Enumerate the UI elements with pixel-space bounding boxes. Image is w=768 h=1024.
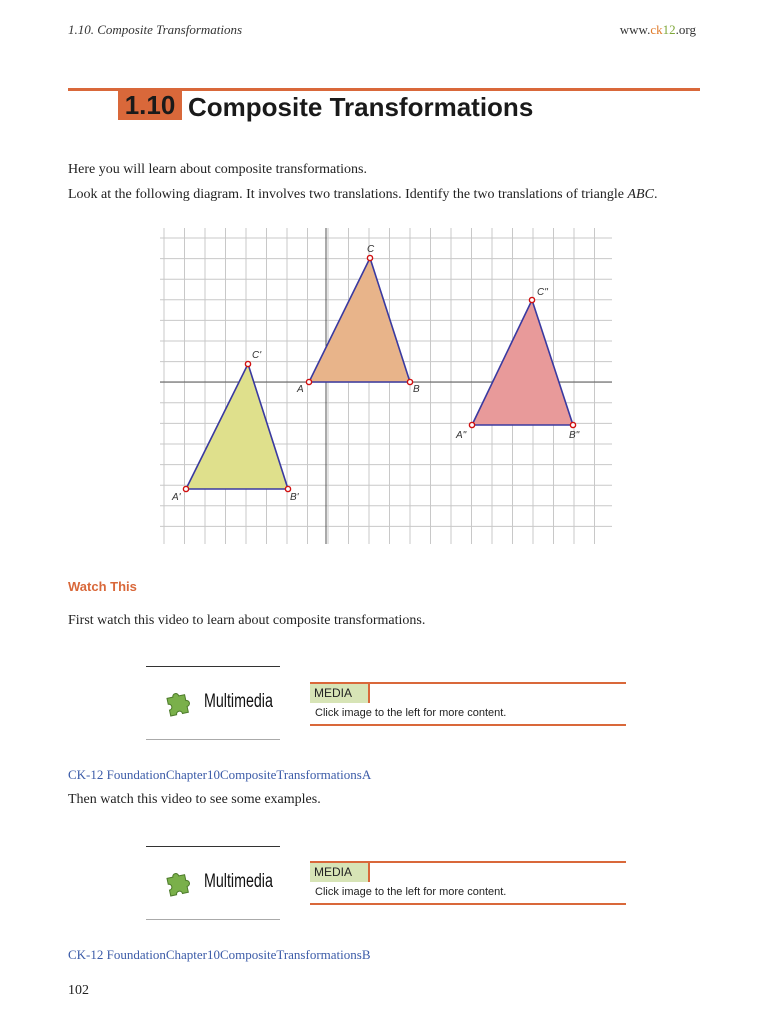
label-a: A [297,384,304,395]
section-number: 1.10 [118,90,182,120]
triangle-a-prime [186,364,288,489]
media-tag: MEDIA [310,684,370,703]
intro-line-2-text: Look at the following diagram. It involves two translations. Identify the two translations of triangle [68,187,628,202]
translation-diagram [160,228,612,544]
multimedia-label: Multimedia [204,691,273,712]
vertex-a [306,379,311,384]
triangle-name: ABC [627,187,654,202]
label-c: C [367,244,375,255]
site-12: 12 [662,22,676,37]
intro-line-2 [68,187,657,203]
multimedia-label: Multimedia [204,871,273,892]
label-a-double-prime: A" [456,430,467,441]
puzzle-icon [164,867,194,897]
vertex-c-double-prime [529,297,534,302]
intro-line-1: Here you will learn about composite transformations. [68,162,367,177]
vertex-b [407,379,412,384]
media-box-b [310,861,626,905]
label-b: B [413,384,420,395]
page-number: 102 [68,983,89,998]
running-header-site[interactable] [620,22,696,38]
video-link-a[interactable]: CK-12 FoundationChapter10CompositeTransformationsA [68,767,372,782]
video-thumbnail-b[interactable] [146,846,280,920]
media-note: Click image to the left for more content. [315,886,507,898]
watch-intro: First watch this video to learn about composite transformations. [68,613,426,628]
vertex-a-prime [183,486,188,491]
label-b-prime: B' [290,492,299,503]
section-title: Composite Transformations [188,92,534,122]
label-b-double-prime: B" [569,430,580,441]
watch-this-heading: Watch This [68,579,137,594]
site-prefix: www. [619,22,651,37]
vertex-a-double-prime [469,422,474,427]
site-suffix: .org [675,22,696,37]
media-tag: MEDIA [310,863,370,882]
video-thumbnail-a[interactable] [146,666,280,740]
vertex-c-prime [245,361,250,366]
label-c-prime: C' [252,350,262,361]
puzzle-icon [164,687,194,717]
watch-then: Then watch this video to see some examples. [68,792,321,807]
vertex-c [367,255,372,260]
label-c-double-prime: C" [537,287,548,298]
vertex-b-double-prime [570,422,575,427]
media-box-a [310,682,626,726]
video-link-b[interactable]: CK-12 FoundationChapter10CompositeTransformationsB [68,947,371,962]
site-ck: ck [650,22,663,37]
vertex-b-prime [285,486,290,491]
intro-line-2-end: . [653,187,658,202]
media-note: Click image to the left for more content. [315,707,507,719]
running-header-chapter: 1.10. Composite Transformations [68,22,243,37]
label-a-prime: A' [172,492,181,503]
triangle-a-double-prime [472,300,573,425]
